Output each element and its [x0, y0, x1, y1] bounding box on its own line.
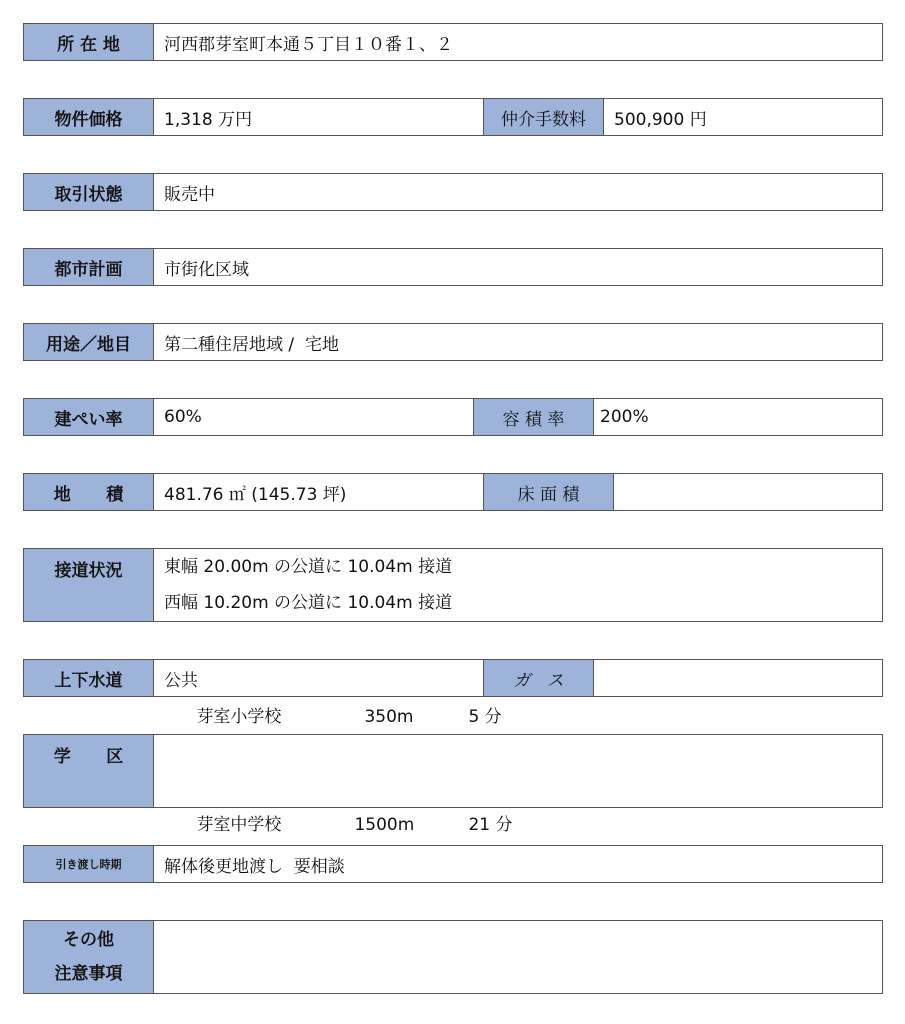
- far-value: 200%: [600, 407, 649, 427]
- school-name: 芽室小学校: [196, 707, 282, 727]
- location-label: 所 在 地: [24, 24, 154, 60]
- city-plan-row: [23, 248, 883, 286]
- handover-label: 引き渡し時期: [24, 846, 154, 882]
- school-label: 学 区: [24, 735, 154, 807]
- usage-value: 第二種住居地域 / 宅地: [164, 334, 339, 355]
- handover-value: 解体後更地渡し 要相談: [164, 856, 345, 877]
- notes-label-line: その他: [63, 930, 114, 950]
- land-area-label: 地 積: [24, 474, 154, 510]
- floor-area-value: [614, 474, 882, 510]
- notes-label-line: 注意事項: [54, 964, 123, 984]
- school-distance: 350m: [364, 707, 414, 727]
- gas-value: [594, 660, 882, 696]
- coverage-row: [23, 398, 883, 436]
- notes-row: [23, 920, 883, 994]
- coverage-value: 60%: [154, 399, 474, 435]
- school-value: [154, 707, 882, 835]
- road-line: 西幅 10.20m の公道に 10.04m 接道: [164, 593, 453, 613]
- location-value: 河西郡芽室町本通５丁目１０番１、２: [164, 34, 453, 55]
- location-row: [23, 23, 883, 61]
- school-distance: 1500m: [354, 815, 415, 835]
- price-label: 物件価格: [24, 99, 154, 135]
- notes-value: [154, 921, 882, 993]
- transaction-label: 取引状態: [24, 174, 154, 210]
- usage-row: [23, 323, 883, 361]
- floor-area-label: 床 面 積: [484, 474, 614, 510]
- school-entry: [164, 663, 502, 771]
- city-plan-value: 市街化区域: [164, 259, 249, 280]
- road-line: 東幅 20.00m の公道に 10.04m 接道: [164, 557, 453, 577]
- school-time: 21 分: [468, 815, 513, 835]
- fee-value: 500,900 円: [614, 109, 707, 130]
- transaction-value: 販売中: [164, 184, 215, 205]
- city-plan-label: 都市計画: [24, 249, 154, 285]
- price-row: [23, 98, 883, 136]
- price-value: 1,318 万円: [154, 99, 484, 135]
- water-label: 上下水道: [24, 660, 154, 696]
- road-row: [23, 548, 883, 622]
- land-area-row: [23, 473, 883, 511]
- road-value: [154, 549, 882, 621]
- school-name: 芽室中学校: [196, 815, 282, 835]
- water-value: 公共: [154, 660, 484, 696]
- far-label: 容 積 率: [474, 399, 594, 435]
- school-row: [23, 707, 883, 835]
- handover-row: [23, 845, 883, 883]
- land-area-value: 481.76 ㎡ (145.73 坪): [154, 474, 484, 510]
- coverage-label: 建ぺい率: [24, 399, 154, 435]
- usage-label: 用途／地目: [24, 324, 154, 360]
- gas-label: ガ ス: [484, 660, 594, 696]
- notes-label: [24, 921, 154, 993]
- road-label: 接道状況: [24, 549, 154, 621]
- school-time: 5 分: [468, 707, 502, 727]
- fee-label: 仲介手数料: [484, 99, 604, 135]
- transaction-row: [23, 173, 883, 211]
